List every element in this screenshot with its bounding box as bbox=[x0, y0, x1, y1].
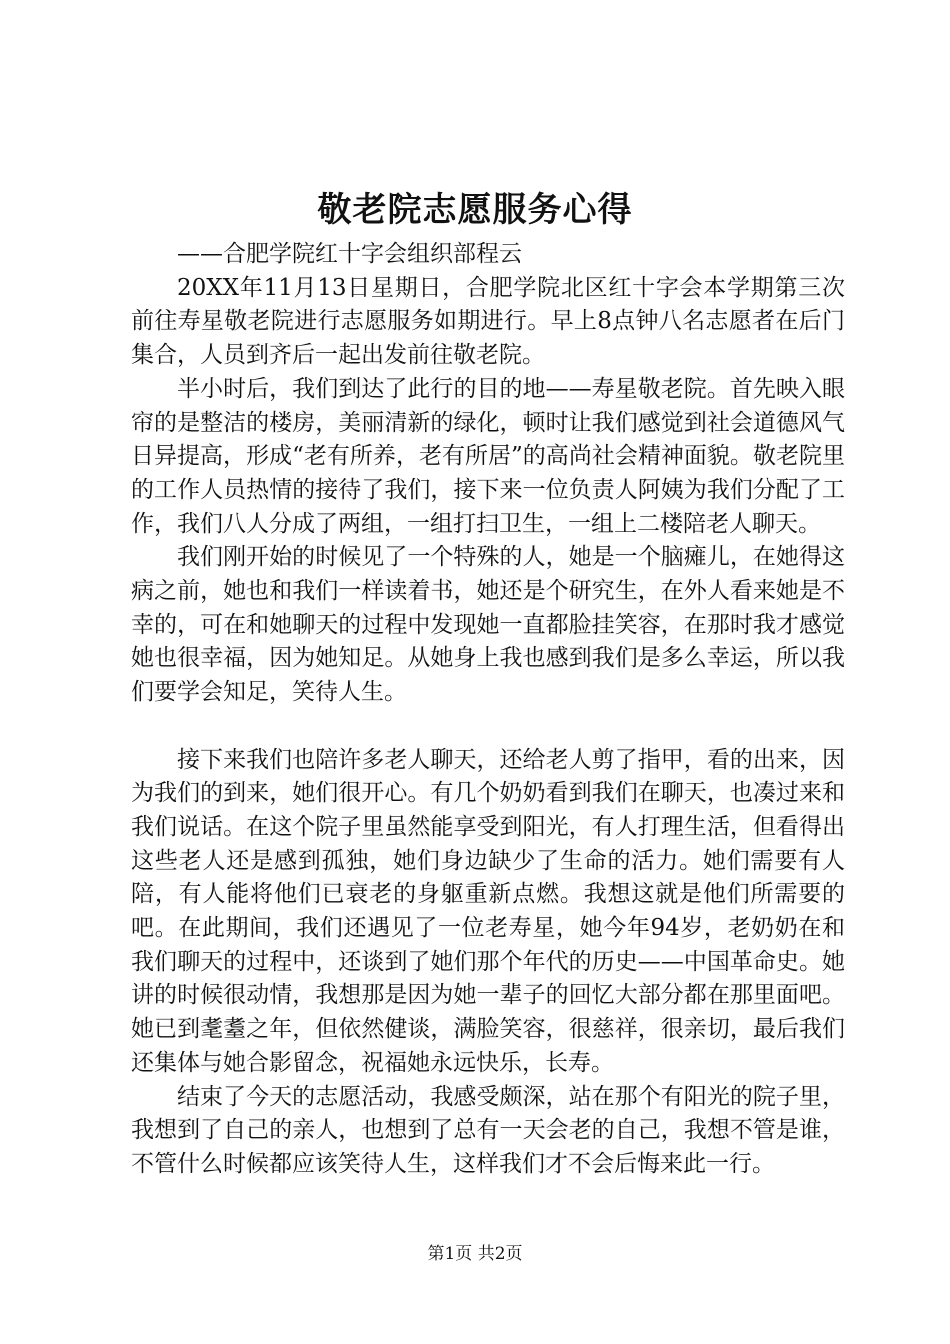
paragraph-1: 20XX年11月13日星期日，合肥学院北区红十字会本学期第三次前往寿星敬老院进行志愿服务如期进行。早上8点钟八名志愿者在后门集合，人员到齐后一起出发前往敬老院。 bbox=[131, 274, 845, 369]
document-body bbox=[131, 238, 845, 1182]
document-title: 敬老院志愿服务心得 bbox=[317, 190, 633, 230]
paragraph-4: 接下来我们也陪许多老人聊天，还给老人剪了指甲，看的出来，因为我们的到来，她们很开心。有几个奶奶看到我们在聊天，也凑过来和我们说话。在这个院子里虽然能享受到阳光，有人打理生活，但看得出这些老人还是感到孤独，她们身边缺少了生命的活力。她们需要有人陪，有人能将他们已衰老的身躯重新点燃。我想这就是他们所需要的吧。在此期间，我们还遇见了一位老寿星，她今年94岁，老奶奶在和我们聊天的过程中，还谈到了她们那个年代的历史——中国革命史。她讲的时候很动情，我想那是因为她一辈子的回忆大部分都在那里面吧。她已到耄耋之年，但依然健谈，满脸笑容，很慈祥，很亲切，最后我们还集体与她合影留念，祝福她永远快乐，长寿。 bbox=[131, 746, 845, 1076]
author-byline: ——合肥学院红十字会组织部程云 bbox=[177, 241, 522, 267]
paragraph-2: 半小时后，我们到达了此行的目的地——寿星敬老院。首先映入眼帘的是整洁的楼房，美丽清新的绿化，顿时让我们感觉到社会道德风气日异提高，形成“老有所养，老有所居”的高尚社会精神面貌。敬老院里的工作人员热情的接待了我们，接下来一位负责人阿姨为我们分配了工作，我们八人分成了两组，一组打扫卫生，一组上二楼陪老人聊天。 bbox=[131, 375, 845, 537]
paragraph-spacer bbox=[131, 710, 845, 744]
page-number-footer: 第1页 共2页 bbox=[427, 1244, 523, 1264]
paragraph-5: 结束了今天的志愿活动，我感受颇深，站在那个有阳光的院子里，我想到了自己的亲人，也想到了总有一天会老的自己，我想不管是谁，不管什么时候都应该笑待人生，这样我们才不会后悔来此一行。 bbox=[131, 1083, 845, 1177]
paragraph-3: 我们刚开始的时候见了一个特殊的人，她是一个脑瘫儿，在她得这病之前，她也和我们一样读着书，她还是个研究生，在外人看来她是不幸的，可在和她聊天的过程中发现她一直都脸挂笑容，在那时我才感觉她也很幸福，因为她知足。从她身上我也感到我们是多么幸运，所以我们要学会知足，笑待人生。 bbox=[131, 544, 845, 706]
